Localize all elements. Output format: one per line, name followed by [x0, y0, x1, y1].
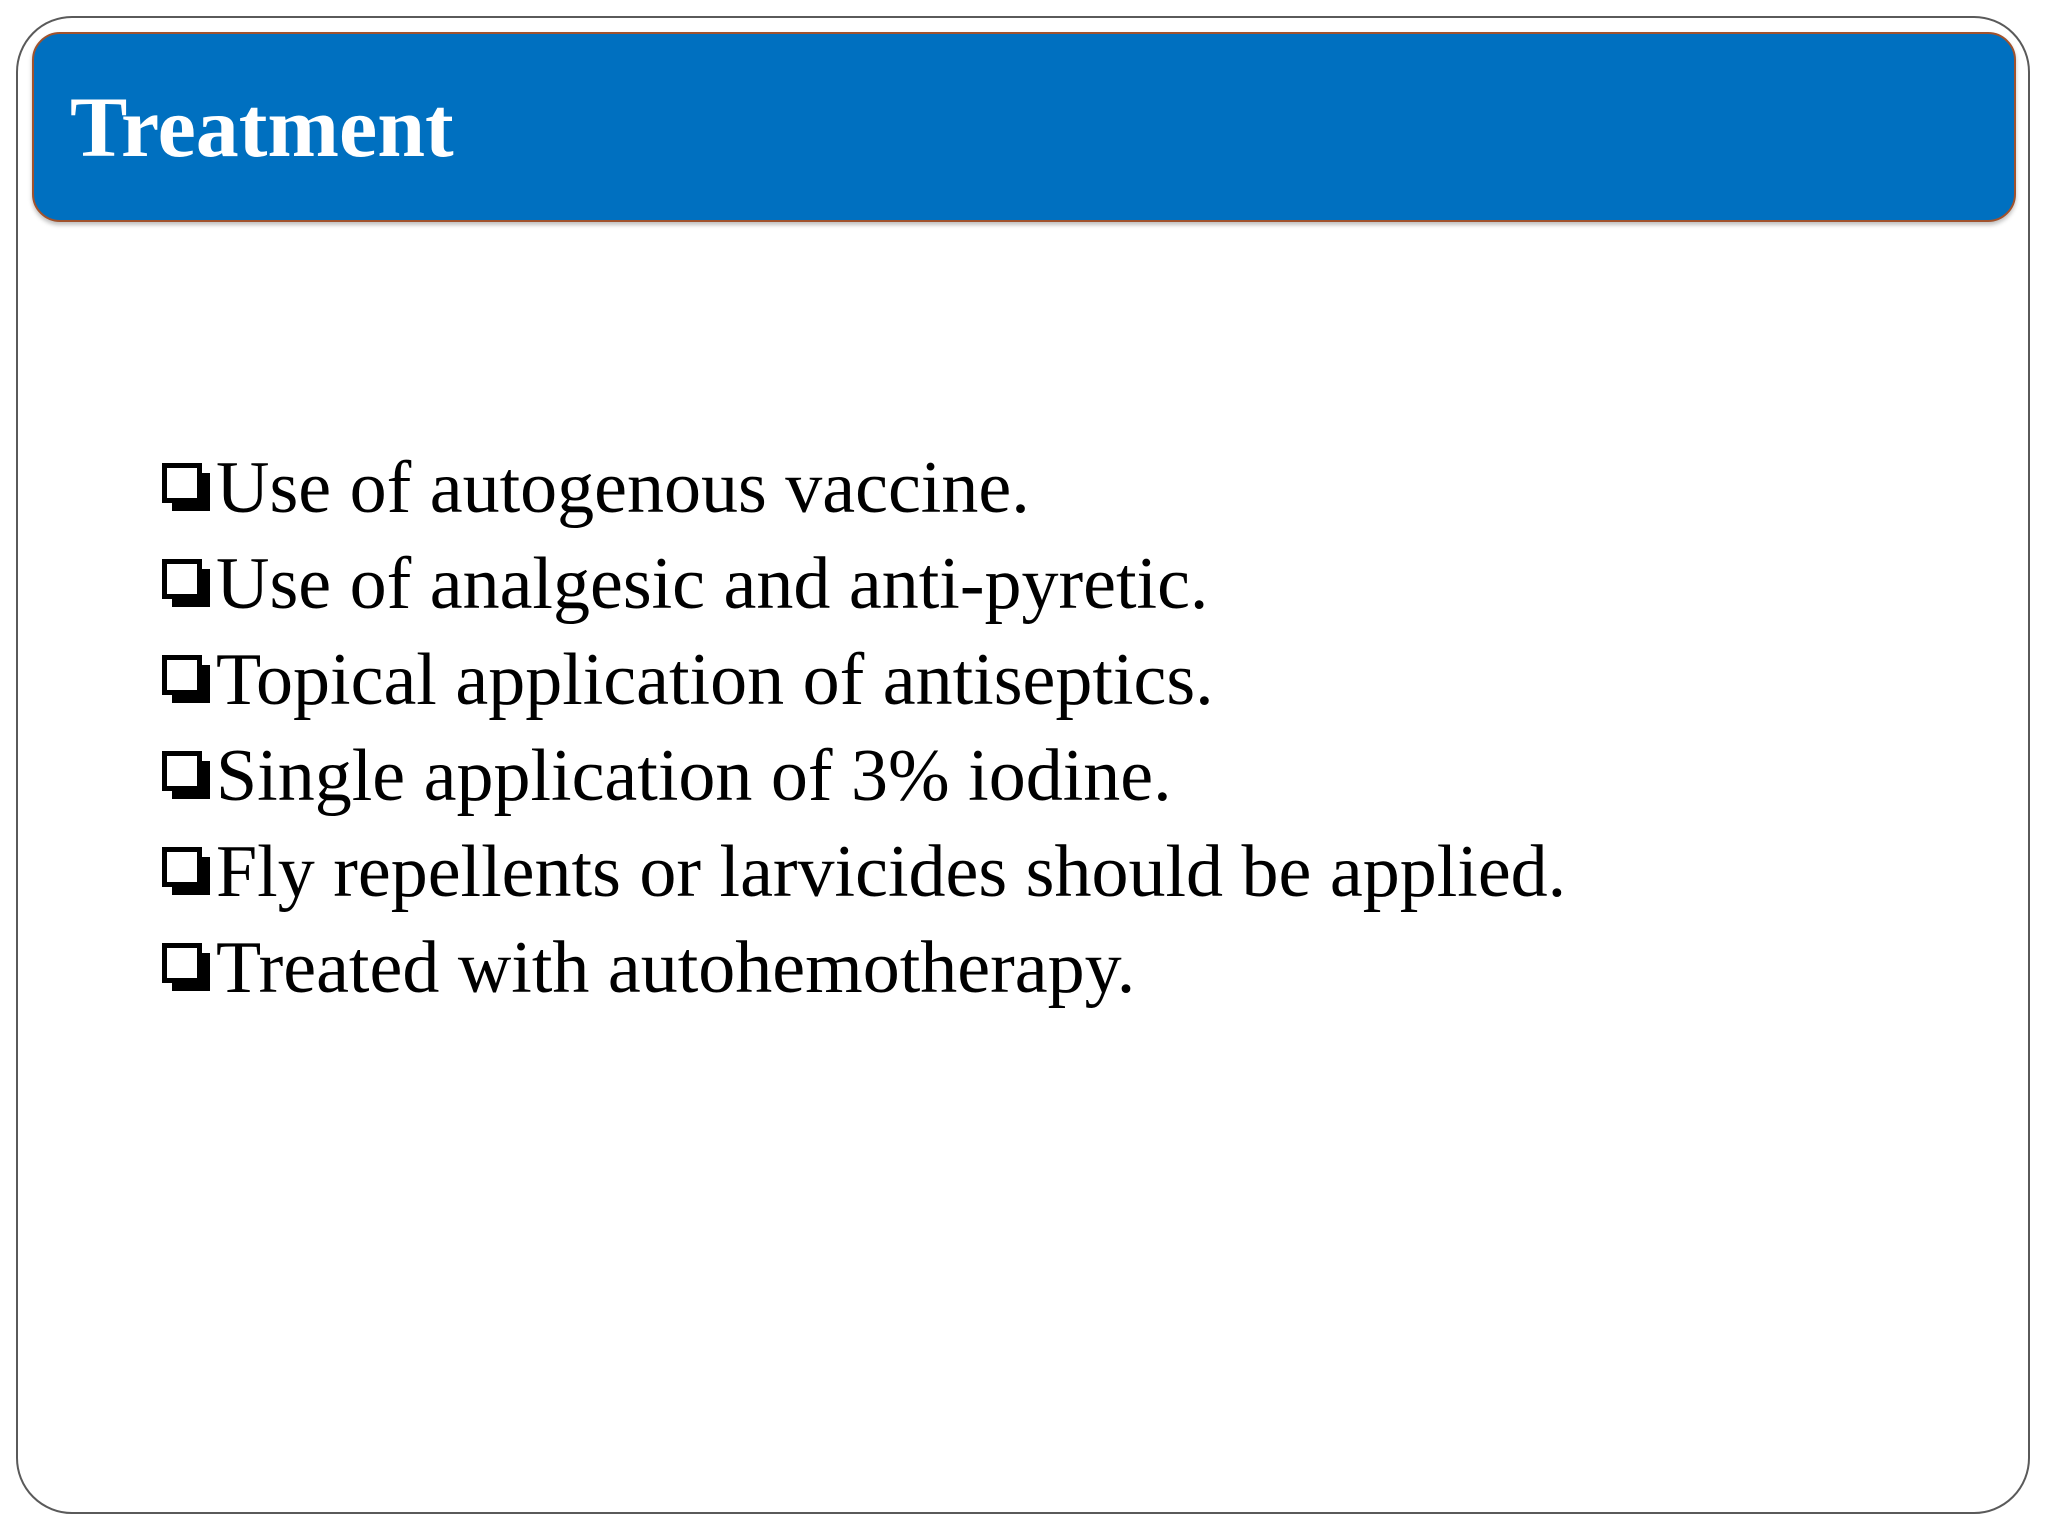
bullet-text: Fly repellents or larvicides should be applied.: [216, 830, 1567, 913]
checkbox-icon: [162, 943, 212, 993]
title-bar: [32, 32, 2016, 222]
bullet-item: [162, 920, 1566, 1016]
checkbox-icon: [162, 559, 212, 609]
bullet-text: Topical application of antiseptics.: [216, 638, 1214, 721]
bullet-item: [162, 728, 1566, 824]
checkbox-icon: [162, 847, 212, 897]
checkbox-icon: [162, 463, 212, 513]
checkbox-icon: [162, 751, 212, 801]
bullet-text: Treated with autohemotherapy.: [216, 926, 1136, 1009]
bullet-list: [162, 440, 1566, 1016]
slide-title: Treatment: [70, 79, 454, 175]
bullet-item: [162, 632, 1566, 728]
bullet-text: Use of autogenous vaccine.: [216, 446, 1030, 529]
bullet-item: [162, 536, 1566, 632]
bullet-text: Single application of 3% iodine.: [216, 734, 1172, 817]
bullet-text: Use of analgesic and anti-pyretic.: [216, 542, 1209, 625]
bullet-item: [162, 824, 1566, 920]
bullet-item: [162, 440, 1566, 536]
checkbox-icon: [162, 655, 212, 705]
